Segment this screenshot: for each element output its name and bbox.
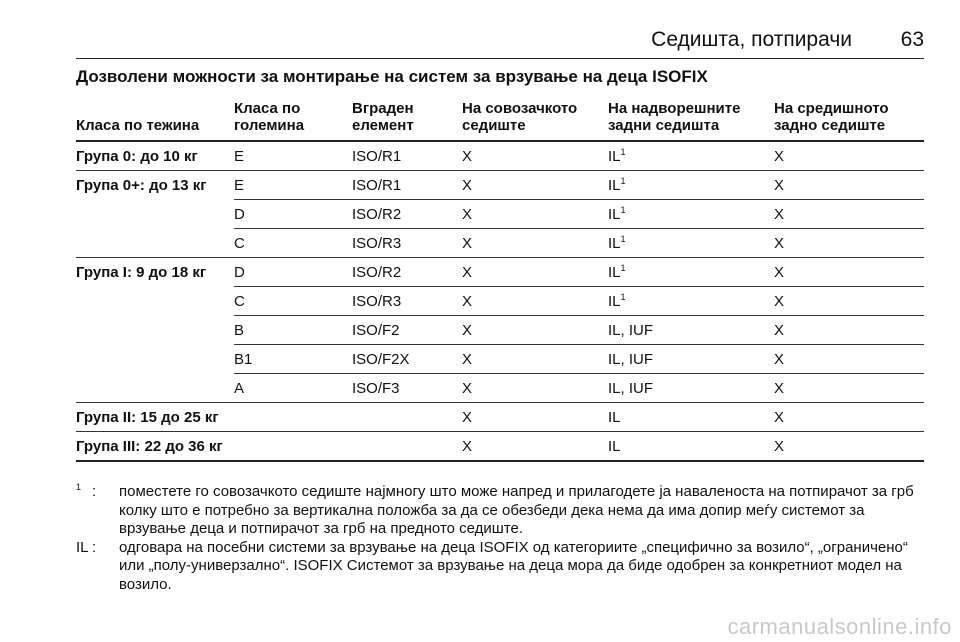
cell-center-rear-seat (774, 432, 924, 462)
cell-fixture-text: ISO/R1 (352, 176, 402, 194)
column-header-weight-class: Класа по тежина (76, 94, 234, 141)
cell-outer-rear-seats (608, 403, 774, 432)
cell-outer-rear-seats-text: IL (608, 437, 621, 455)
cell-outer-rear-seats (608, 200, 774, 229)
cell-weight-class-text: Група 0: до 10 кг (76, 147, 198, 165)
cell-center-rear-seat (774, 171, 924, 200)
table-row (76, 287, 924, 316)
cell-passenger-seat-text: X (462, 350, 473, 368)
column-header-center-rear-seat-text: На средишното задно седиште (774, 100, 889, 134)
cell-weight-class (76, 258, 234, 287)
cell-weight-class (76, 200, 234, 229)
cell-weight-class (76, 432, 234, 462)
page-header-title: Седишта, потпирачи (651, 28, 852, 51)
cell-size-class (234, 432, 352, 462)
cell-center-rear-seat-text: X (774, 147, 785, 165)
cell-size-class (234, 200, 352, 229)
footnote-ref: 1 (620, 291, 626, 302)
cell-size-class (234, 258, 352, 287)
cell-passenger-seat (462, 287, 608, 316)
table-row (76, 403, 924, 432)
cell-fixture (352, 141, 462, 171)
footnote-1 (76, 483, 924, 539)
table-row (76, 141, 924, 171)
cell-center-rear-seat (774, 374, 924, 403)
cell-center-rear-seat (774, 229, 924, 258)
cell-outer-rear-seats (608, 374, 774, 403)
cell-outer-rear-seats (608, 432, 774, 462)
cell-weight-class-text: Група III: 22 до 36 кг (76, 437, 223, 455)
cell-center-rear-seat-text: X (774, 176, 785, 194)
footnote-key: IL (76, 538, 89, 556)
cell-passenger-seat-text: X (462, 379, 473, 397)
cell-fixture (352, 258, 462, 287)
footnote-ref: 1 (620, 204, 626, 215)
cell-outer-rear-seats (608, 316, 774, 345)
cell-passenger-seat-text: X (462, 321, 473, 339)
table-row (76, 432, 924, 462)
footnote-text: одговара на посебни системи за врзување на деца ISOFIX од категориите „специфично за возило“, „ограничено“ или „полу-универзално“. ISOFIX Системот за врзување на деца мора да биде одобрен за конкретниот модел на возило. (119, 538, 908, 593)
cell-size-class-text: D (234, 205, 245, 223)
cell-center-rear-seat (774, 345, 924, 374)
cell-fixture (352, 345, 462, 374)
cell-size-class (234, 287, 352, 316)
cell-center-rear-seat (774, 200, 924, 229)
cell-size-class-text: C (234, 234, 245, 252)
cell-passenger-seat-text: X (462, 205, 473, 223)
cell-size-class (234, 316, 352, 345)
page-header (76, 28, 924, 62)
cell-center-rear-seat-text: X (774, 321, 785, 339)
cell-weight-class (76, 229, 234, 258)
cell-size-class-text: A (234, 379, 245, 397)
cell-size-class-text: E (234, 147, 245, 165)
cell-weight-class (76, 374, 234, 403)
cell-passenger-seat (462, 403, 608, 432)
cell-fixture-text: ISO/R2 (352, 263, 402, 281)
cell-fixture-text: ISO/R2 (352, 205, 402, 223)
cell-passenger-seat (462, 258, 608, 287)
cell-outer-rear-seats-text: IL, IUF (608, 379, 654, 397)
page-number: 63 (900, 28, 924, 51)
cell-outer-rear-seats-text: IL (608, 234, 621, 252)
table-row (76, 316, 924, 345)
column-header-fixture-text: Вграден елемент (352, 100, 414, 134)
cell-fixture (352, 403, 462, 432)
cell-outer-rear-seats (608, 171, 774, 200)
cell-size-class (234, 374, 352, 403)
cell-fixture-text: ISO/R1 (352, 147, 402, 165)
cell-weight-class (76, 316, 234, 345)
cell-passenger-seat (462, 171, 608, 200)
cell-center-rear-seat-text: X (774, 408, 785, 426)
isofix-table (76, 94, 924, 462)
table-row (76, 258, 924, 287)
cell-passenger-seat (462, 316, 608, 345)
cell-fixture-text: ISO/F2X (352, 350, 410, 368)
cell-center-rear-seat (774, 287, 924, 316)
column-header-passenger-seat-text: На совозачкото седиште (462, 100, 578, 134)
cell-outer-rear-seats (608, 229, 774, 258)
cell-fixture (352, 374, 462, 403)
footnote-ref: 1 (620, 175, 626, 186)
column-header-outer-rear-seats (608, 94, 774, 141)
table-row (76, 374, 924, 403)
cell-fixture (352, 432, 462, 462)
cell-size-class-text: E (234, 176, 245, 194)
cell-fixture (352, 316, 462, 345)
cell-weight-class (76, 345, 234, 374)
cell-outer-rear-seats-text: IL (608, 292, 621, 310)
cell-size-class (234, 345, 352, 374)
cell-size-class-text: C (234, 292, 245, 310)
cell-passenger-seat (462, 345, 608, 374)
cell-center-rear-seat-text: X (774, 205, 785, 223)
cell-center-rear-seat-text: X (774, 263, 785, 281)
table-row (76, 200, 924, 229)
cell-outer-rear-seats (608, 287, 774, 316)
cell-passenger-seat (462, 374, 608, 403)
footnotes (76, 483, 924, 594)
column-header-fixture (352, 94, 462, 141)
cell-passenger-seat-text: X (462, 147, 473, 165)
cell-weight-class (76, 171, 234, 200)
cell-weight-class (76, 141, 234, 171)
cell-fixture (352, 287, 462, 316)
table-row (76, 171, 924, 200)
cell-passenger-seat-text: X (462, 263, 473, 281)
cell-weight-class (76, 287, 234, 316)
cell-passenger-seat-text: X (462, 437, 473, 455)
footnote-ref: 1 (620, 262, 626, 273)
column-header-size-class (234, 94, 352, 141)
cell-center-rear-seat-text: X (774, 234, 785, 252)
cell-outer-rear-seats-text: IL (608, 263, 621, 281)
cell-passenger-seat (462, 229, 608, 258)
cell-center-rear-seat-text: X (774, 379, 785, 397)
cell-outer-rear-seats (608, 345, 774, 374)
cell-fixture (352, 200, 462, 229)
cell-passenger-seat-text: X (462, 408, 473, 426)
cell-size-class-text: B (234, 321, 245, 339)
column-header-center-rear-seat (774, 94, 924, 141)
table-row (76, 229, 924, 258)
cell-outer-rear-seats (608, 141, 774, 171)
site-watermark: carmanualsonline.info (727, 614, 952, 639)
cell-passenger-seat-text: X (462, 176, 473, 194)
cell-size-class (234, 403, 352, 432)
footnote-text: поместете го совозачкото седиште најмногу што може напред и прилагодете ја наваленоста на потпирачот за грб колку што е потребно за вертикална положба за да се обезбеди дека нема да има допир меѓу системот за врзување деца и потпирачот за грб на предното седиште. (119, 483, 914, 537)
cell-fixture-text: ISO/F3 (352, 379, 400, 397)
cell-center-rear-seat-text: X (774, 437, 785, 455)
table-header-row (76, 94, 924, 141)
cell-weight-class (76, 403, 234, 432)
column-header-outer-rear-seats-text: На надворешните задни седишта (608, 100, 741, 134)
cell-fixture-text: ISO/R3 (352, 292, 402, 310)
cell-passenger-seat (462, 141, 608, 171)
column-header-passenger-seat (462, 94, 608, 141)
cell-outer-rear-seats-text: IL (608, 408, 621, 426)
footnote-separator: : (92, 483, 97, 500)
footnote-ref: 1 (620, 146, 626, 157)
cell-weight-class-text: Група I: 9 до 18 кг (76, 263, 207, 281)
cell-outer-rear-seats-text: IL (608, 176, 621, 194)
cell-size-class (234, 229, 352, 258)
cell-size-class (234, 171, 352, 200)
cell-passenger-seat (462, 200, 608, 229)
cell-center-rear-seat (774, 258, 924, 287)
footnote-il (76, 539, 924, 595)
cell-weight-class-text: Група II: 15 до 25 кг (76, 408, 219, 426)
footnote-separator: : (92, 538, 97, 556)
table-row (76, 345, 924, 374)
cell-center-rear-seat (774, 141, 924, 171)
column-header-size-class-text: Класа по големина (234, 100, 305, 134)
cell-outer-rear-seats (608, 258, 774, 287)
cell-passenger-seat-text: X (462, 292, 473, 310)
cell-size-class-text: D (234, 263, 245, 281)
cell-size-class (234, 141, 352, 171)
cell-center-rear-seat-text: X (774, 350, 785, 368)
cell-outer-rear-seats-text: IL (608, 147, 621, 165)
footnote-key-sup: 1 (76, 482, 82, 492)
cell-fixture (352, 171, 462, 200)
cell-center-rear-seat (774, 316, 924, 345)
cell-outer-rear-seats-text: IL, IUF (608, 350, 654, 368)
cell-passenger-seat (462, 432, 608, 462)
footnote-key (76, 483, 81, 502)
cell-weight-class-text: Група 0+: до 13 кг (76, 176, 207, 194)
cell-center-rear-seat-text: X (774, 292, 785, 310)
cell-fixture (352, 229, 462, 258)
cell-fixture-text: ISO/F2 (352, 321, 400, 339)
cell-passenger-seat-text: X (462, 234, 473, 252)
section-title: Дозволени можности за монтирање на систем за врзување на деца ISOFIX (76, 67, 708, 86)
footnote-ref: 1 (620, 233, 626, 244)
cell-fixture-text: ISO/R3 (352, 234, 402, 252)
cell-outer-rear-seats-text: IL, IUF (608, 321, 654, 339)
cell-center-rear-seat (774, 403, 924, 432)
cell-outer-rear-seats-text: IL (608, 205, 621, 223)
header-divider (76, 58, 924, 59)
cell-size-class-text: B1 (234, 350, 253, 368)
